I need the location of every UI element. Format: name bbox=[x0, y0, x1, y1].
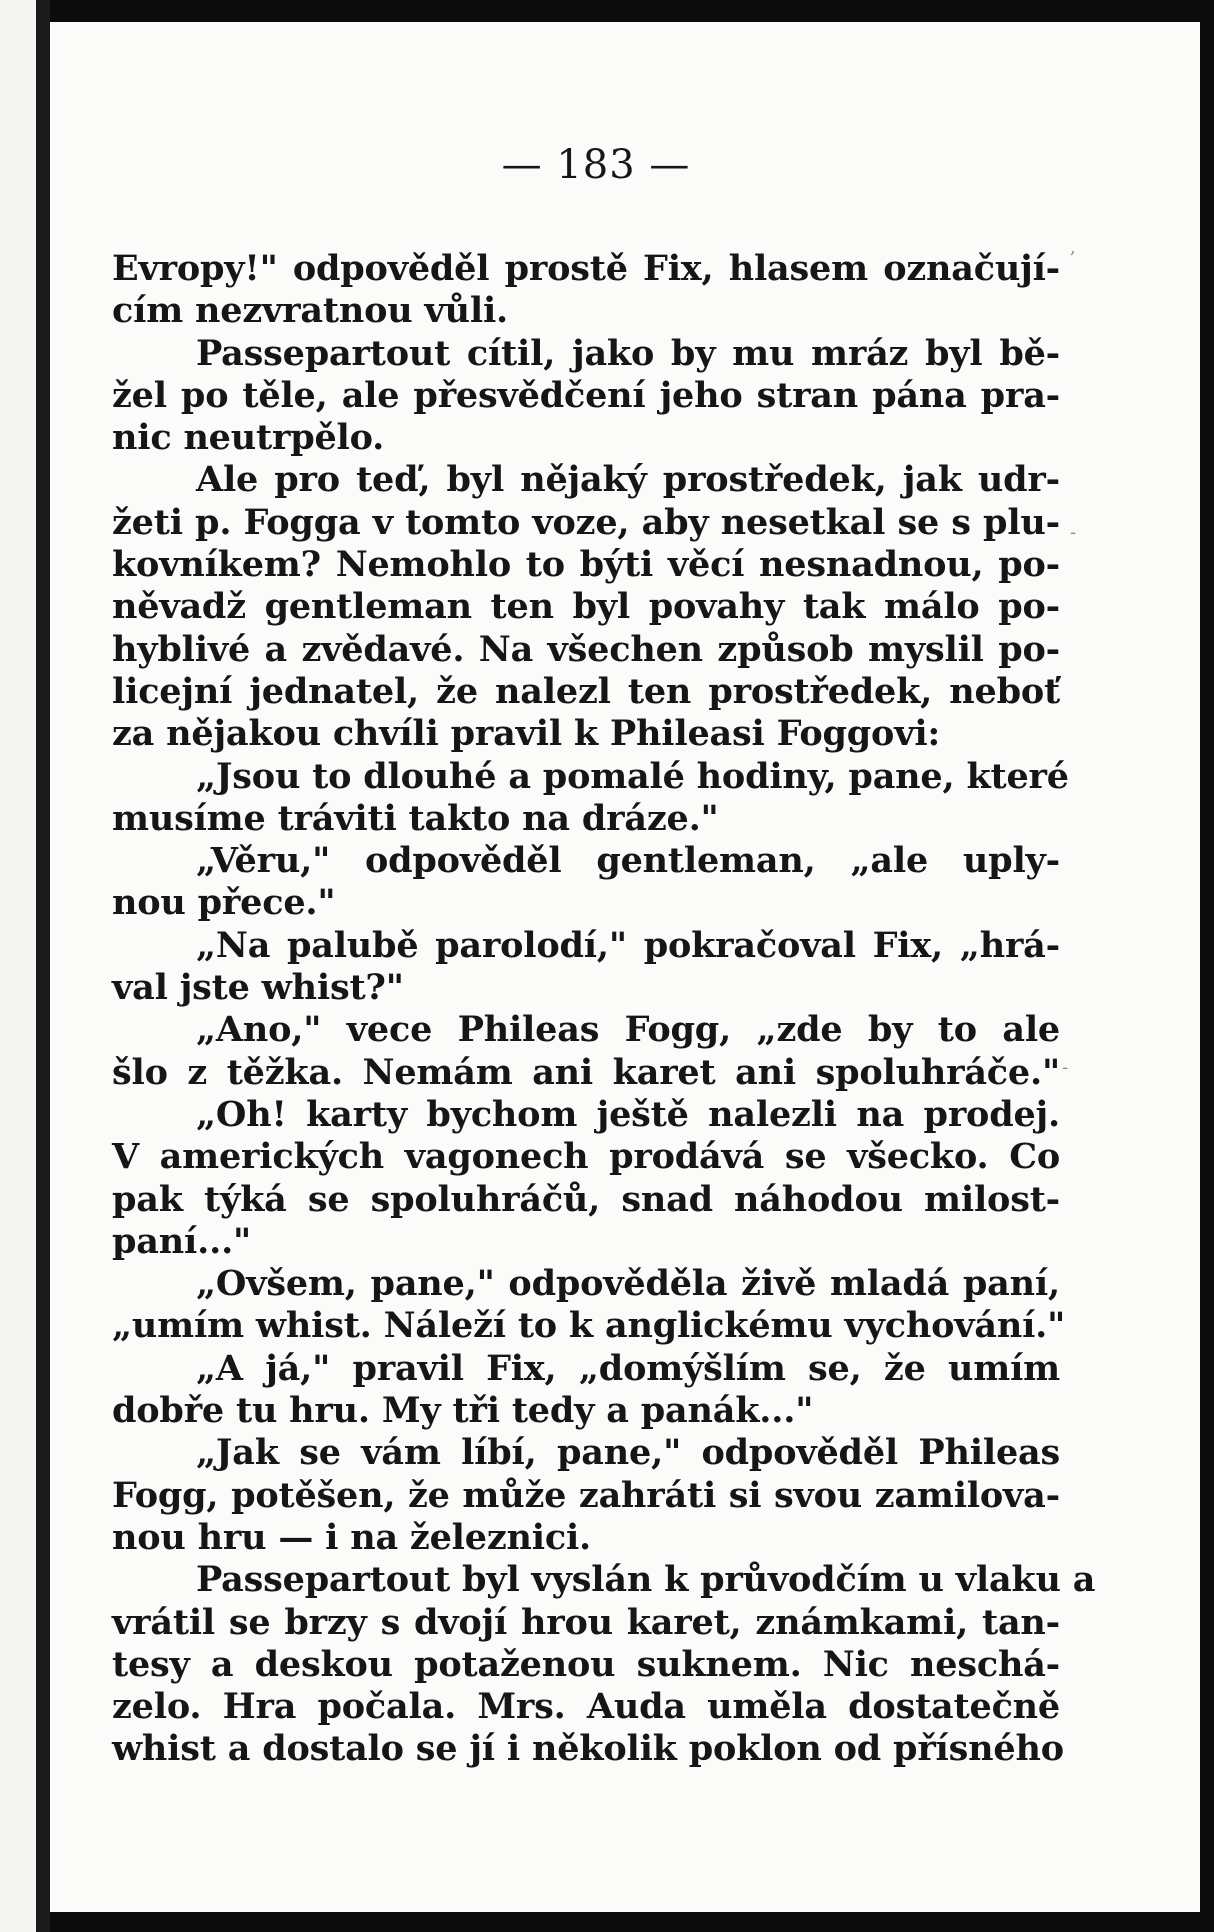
text-line: nic neutrpělo. bbox=[112, 417, 385, 459]
text-line: hyblivé a zvědavé. Na všechen způsob myslil po- bbox=[112, 628, 1060, 670]
text-line: Passepartout cítil, jako by mu mráz byl bě- bbox=[196, 332, 1060, 374]
text-line: žel po těle, ale přesvědčení jeho stran pána pra- bbox=[112, 374, 1060, 416]
text-line: „A já," pravil Fix, „domýšlím se, že umím bbox=[196, 1347, 1060, 1389]
text-line: „Věru," odpověděl gentleman, „ale uply- bbox=[196, 840, 1060, 882]
text-line: tesy a deskou potaženou suknem. Nic neschá- bbox=[112, 1643, 1060, 1685]
text-line: „Ovšem, pane," odpověděla živě mladá paní, bbox=[196, 1263, 1060, 1305]
text-line: licejní jednatel, že nalezl ten prostředek, neboť bbox=[112, 670, 1060, 712]
text-line: Ale pro teď, byl nějaký prostředek, jak udr- bbox=[196, 459, 1060, 501]
text-line: V amerických vagonech prodává se všecko. Co bbox=[112, 1136, 1060, 1178]
margin-speck: - bbox=[1062, 1057, 1069, 1078]
book-page bbox=[50, 22, 1200, 1912]
text-line: za nějakou chvíli pravil k Phileasi Foggovi: bbox=[112, 713, 941, 755]
text-line: Passepartout byl vyslán k průvodčím u vlaku a bbox=[196, 1559, 1096, 1601]
text-line: nou hru — i na železnici. bbox=[112, 1516, 592, 1558]
text-line: zelo. Hra počala. Mrs. Auda uměla dostatečně bbox=[112, 1686, 1060, 1728]
text-line: paní..." bbox=[112, 1220, 252, 1262]
text-line: „Jak se vám líbí, pane," odpověděl Phileas bbox=[196, 1432, 1060, 1474]
text-line: Evropy!" odpověděl prostě Fix, hlasem označují- bbox=[112, 248, 1060, 289]
margin-speck: - bbox=[1070, 522, 1077, 543]
text-line: něvadž gentleman ten byl povahy tak málo po- bbox=[112, 586, 1060, 628]
text-line: „umím whist. Náleží to k anglickému vychování." bbox=[112, 1305, 1066, 1347]
text-line: „Ano," vece Phileas Fogg, „zde by to ale bbox=[196, 1009, 1060, 1051]
text-line: žeti p. Fogga v tomto voze, aby nesetkal se s plu- bbox=[112, 501, 1060, 543]
text-line: Fogg, potěšen, že může zahráti si svou zamilova- bbox=[112, 1474, 1060, 1516]
text-line: „Oh! karty bychom ještě nalezli na prodej. bbox=[196, 1093, 1060, 1135]
page-number: — 183 — bbox=[501, 142, 691, 188]
text-line: „Jsou to dlouhé a pomalé hodiny, pane, které bbox=[196, 755, 1069, 797]
text-line: whist a dostalo se jí i několik poklon od přísného bbox=[112, 1728, 1064, 1770]
text-line: pak týká se spoluhráčů, snad náhodou milost- bbox=[112, 1178, 1060, 1220]
text-line: cím nezvratnou vůli. bbox=[112, 290, 509, 332]
text-line: dobře tu hru. My tři tedy a panák..." bbox=[112, 1390, 814, 1432]
text-line: nou přece." bbox=[112, 882, 336, 924]
text-line: val jste whist?" bbox=[112, 967, 404, 1009]
text-line: kovníkem? Nemohlo to býti věcí nesnadnou, po- bbox=[112, 544, 1060, 586]
text-line: „Na palubě parolodí," pokračoval Fix, „hrá- bbox=[196, 924, 1060, 966]
text-line: vrátil se brzy s dvojí hrou karet, známkami, tan- bbox=[112, 1601, 1060, 1643]
body-text bbox=[112, 248, 1096, 1771]
binding-shadow bbox=[36, 0, 50, 1932]
text-line: šlo z těžka. Nemám ani karet ani spoluhráče." bbox=[112, 1051, 1060, 1093]
text-line: musíme tráviti takto na dráze." bbox=[112, 797, 719, 839]
margin-speck: , bbox=[1070, 237, 1076, 258]
